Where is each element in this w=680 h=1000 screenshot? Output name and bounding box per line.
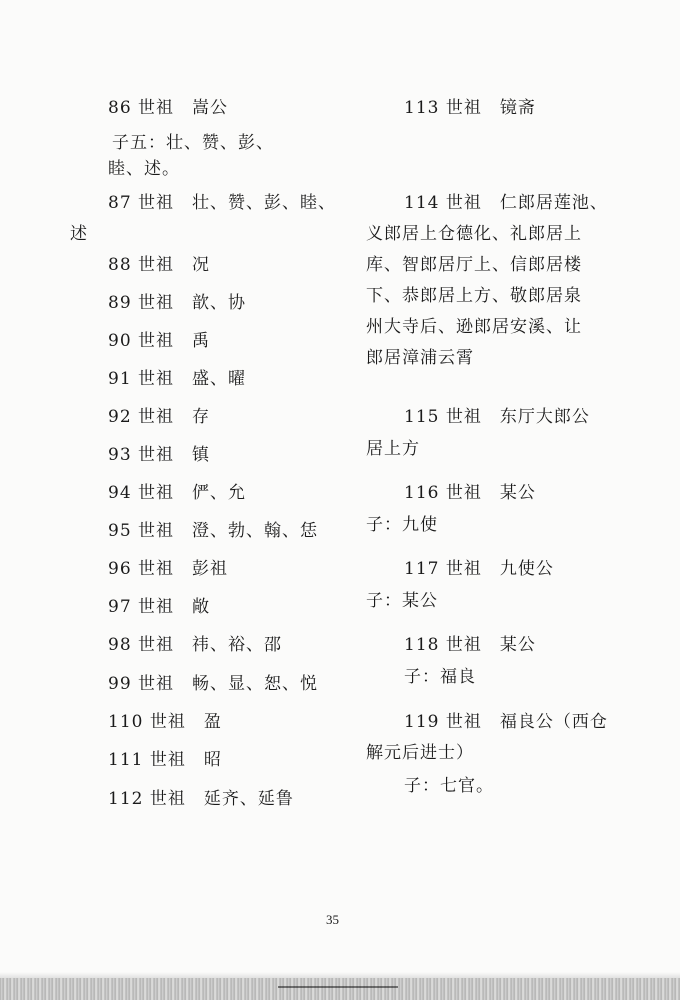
scan-edge-artifact xyxy=(0,978,680,1000)
entry-line: 118 世祖 某公 xyxy=(404,635,536,655)
entry-line: 郎居漳浦云霄 xyxy=(366,348,474,368)
entry-line: 子：九使 xyxy=(366,515,438,535)
entry-line: 居上方 xyxy=(366,439,420,459)
entry-line: 119 世祖 福良公（西仓 xyxy=(404,712,608,732)
entry-line: 子：七官。 xyxy=(404,776,494,796)
entry-line: 112 世祖 延齐、延鲁 xyxy=(108,789,294,809)
entry-line: 95 世祖 澄、勃、翰、恁 xyxy=(108,521,319,541)
entry-line: 98 世祖 祎、裕、邵 xyxy=(108,635,283,655)
entry-line: 子五：壮、赞、彭、 xyxy=(112,133,274,153)
entry-line: 114 世祖 仁郎居莲池、 xyxy=(404,193,608,213)
entry-line: 州大寺后、逊郎居安溪、让 xyxy=(366,317,582,337)
page-number: 35 xyxy=(326,912,339,927)
entry-line: 88 世祖 况 xyxy=(108,255,211,275)
entry-line: 92 世祖 存 xyxy=(108,407,211,427)
entry-line: 睦、述。 xyxy=(108,159,180,179)
entry-line: 111 世祖 昭 xyxy=(108,750,222,770)
entry-line: 117 世祖 九使公 xyxy=(404,559,554,579)
entry-line: 91 世祖 盛、曜 xyxy=(108,369,247,389)
entry-line: 下、恭郎居上方、敬郎居泉 xyxy=(366,286,582,306)
entry-line: 94 世祖 俨、允 xyxy=(108,483,247,503)
entry-line: 86 世祖 嵩公 xyxy=(108,98,229,118)
entry-line: 述 xyxy=(70,224,88,244)
entry-line: 子：福良 xyxy=(404,667,476,687)
entry-line: 89 世祖 歆、协 xyxy=(108,293,247,313)
entry-line: 子：某公 xyxy=(366,591,438,611)
entry-line: 93 世祖 镇 xyxy=(108,445,211,465)
entry-line: 96 世祖 彭祖 xyxy=(108,559,229,579)
entry-line: 110 世祖 盈 xyxy=(108,712,222,732)
entry-line: 115 世祖 东厅大郎公 xyxy=(404,407,590,427)
entry-line: 97 世祖 敞 xyxy=(108,597,211,617)
entry-line: 库、智郎居厅上、信郎居楼 xyxy=(366,255,582,275)
entry-line: 解元后进士） xyxy=(366,743,474,763)
entry-line: 116 世祖 某公 xyxy=(404,483,536,503)
entry-line: 113 世祖 镜斋 xyxy=(404,98,536,118)
entry-line: 87 世祖 壮、赞、彭、睦、 xyxy=(108,193,337,213)
entry-line: 99 世祖 畅、显、恕、悦 xyxy=(108,674,319,694)
entry-line: 90 世祖 禹 xyxy=(108,331,211,351)
entry-line: 义郎居上仓德化、礼郎居上 xyxy=(366,224,582,244)
